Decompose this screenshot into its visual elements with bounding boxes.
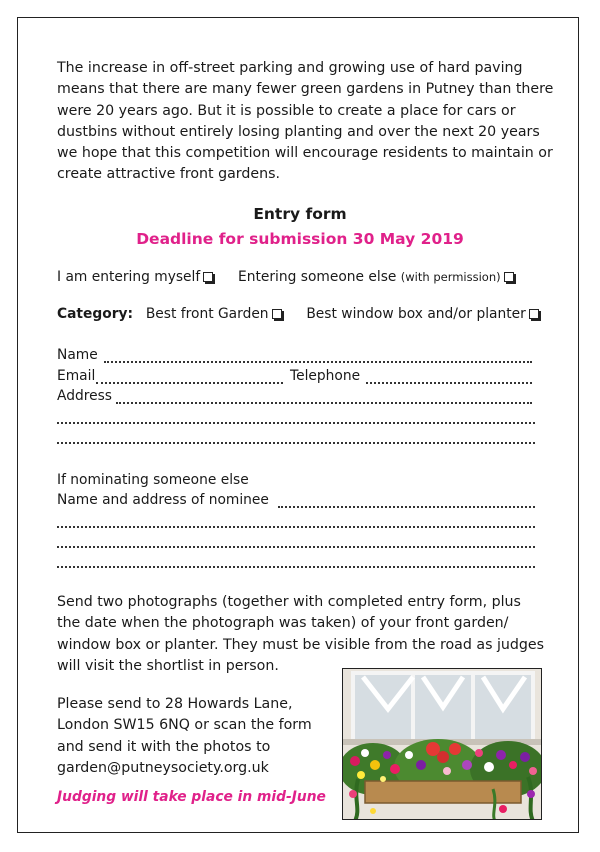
nominee-heading: If nominating someone else [57,472,249,488]
address-input-line-1[interactable] [116,402,532,404]
nominee-input-line-2[interactable] [57,526,535,528]
category-window-checkbox[interactable] [529,309,539,319]
entering-myself-label: I am entering myself [57,269,201,285]
nominee-label-row [57,490,269,510]
email-input-line[interactable] [96,382,283,384]
window-box-illustration [343,669,542,820]
deadline-text: Deadline for submission 30 May 2019 [136,230,464,248]
telephone-input-line[interactable] [366,382,532,384]
intro-paragraph: The increase in off-street parking and growing use of hard paving means that there are many fewer green gardens in Putney than there were 20 years ago. But it is possible to create a place for cars or dustbins without entirely losing planting and over the next 20 years we hope that this competition will encourage residents to maintain or create attractive front gardens. [57,60,554,183]
nominee-input-line-3[interactable] [57,546,535,548]
address-input-line-2[interactable] [57,422,535,424]
entering-someone-else-checkbox[interactable] [504,272,514,282]
address-field-row [57,386,112,406]
window-box-photo [342,668,542,820]
telephone-field-row [290,366,360,386]
name-label: Name [57,347,98,363]
name-input-line[interactable] [104,361,532,363]
nominee-label: Name and address of nominee [57,492,269,508]
entrant-row [57,267,514,287]
email-label: Email [57,368,96,384]
email-field-row [57,366,95,386]
telephone-label: Telephone [290,368,361,384]
nominee-input-line-1[interactable] [278,506,535,508]
judging-note: Judging will take place in mid-June [57,789,326,805]
address-label: Address [57,388,112,404]
nominee-input-line-4[interactable] [57,566,535,568]
entry-form-title: Entry form [253,205,347,223]
category-label: Category: [57,306,134,322]
name-field-row [57,345,98,365]
entering-myself-checkbox[interactable] [203,272,213,282]
entering-someone-else-label: Entering someone else [238,269,397,285]
send-instructions: Please send to 28 Howards Lane, London SW15 6NQ or scan the form and send it with the photos to garden@putneysociety.org.uk [57,696,312,776]
nominee-heading-row [57,470,249,490]
category-row [57,304,539,324]
address-input-line-3[interactable] [57,442,535,444]
permission-note: (with permission) [400,270,501,284]
category-garden-label: Best front Garden [145,306,269,322]
category-window-label: Best window box and/or planter [306,306,526,322]
category-garden-checkbox[interactable] [272,309,282,319]
photos-instructions: Send two photographs (together with completed entry form, plus the date when the photograph was taken) of your front garden/ window box or planter. They must be visible from the road as judges will visit the shortlist in person. [57,594,545,674]
